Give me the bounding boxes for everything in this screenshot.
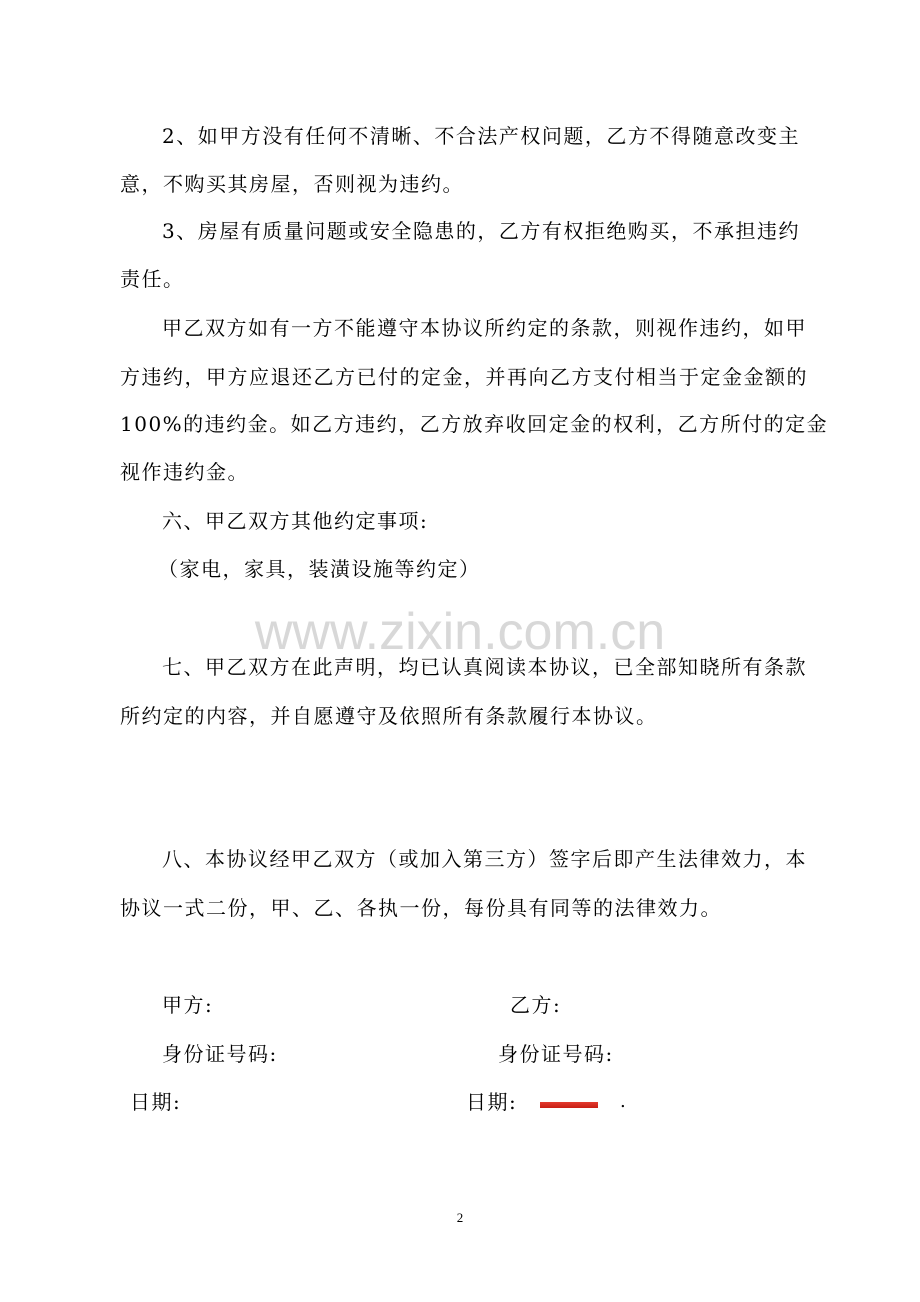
page-number: 2 [456,1210,464,1225]
breach-clause-line-3: 100%的违约金。如乙方违约，乙方放弃收回定金的权利，乙方所付的定金 [120,412,829,436]
section-eight-line-2: 协议一式二份，甲、乙、各执一份，每份具有同等的法律效力。 [120,896,722,920]
breach-clause-line-4: 视作违约金。 [120,460,249,484]
clause-3-line-1: 3、房屋有质量问题或安全隐患的，乙方有权拒绝购买，不承担违约 [162,219,800,243]
section-six-note: （家电，家具，装潢设施等约定） [158,557,481,581]
trailing-dot: . [620,1091,626,1112]
date-b-label: 日期: [466,1090,518,1114]
section-seven-line-1: 七、甲乙双方在此声明，均已认真阅读本协议，已全部知晓所有条款 [162,655,807,679]
clause-2-line-2: 意，不购买其房屋，否则视为违约。 [120,172,464,196]
date-a-label: 日期: [130,1090,182,1114]
section-seven-line-2: 所约定的内容，并自愿遵守及依照所有条款履行本协议。 [120,704,658,728]
party-b-label: 乙方: [510,993,562,1017]
id-number-b-label: 身份证号码: [498,1042,614,1066]
clause-2-line-1: 2、如甲方没有任何不清晰、不合法产权问题，乙方不得随意改变主 [162,124,800,148]
red-mark [540,1102,598,1108]
clause-3-line-2: 责任。 [120,267,185,291]
breach-clause-line-2: 方违约，甲方应退还乙方已付的定金，并再向乙方支付相当于定金金额的 [120,365,808,389]
party-a-label: 甲方: [162,993,214,1017]
watermark-text: www.zixin.com.cn [254,603,666,661]
section-six-heading: 六、甲乙双方其他约定事项: [162,509,429,533]
id-number-a-label: 身份证号码: [162,1042,278,1066]
section-eight-line-1: 八、本协议经甲乙双方（或加入第三方）签字后即产生法律效力，本 [162,847,807,871]
breach-clause-line-1: 甲乙双方如有一方不能遵守本协议所约定的条款，则视作违约，如甲 [162,316,807,340]
